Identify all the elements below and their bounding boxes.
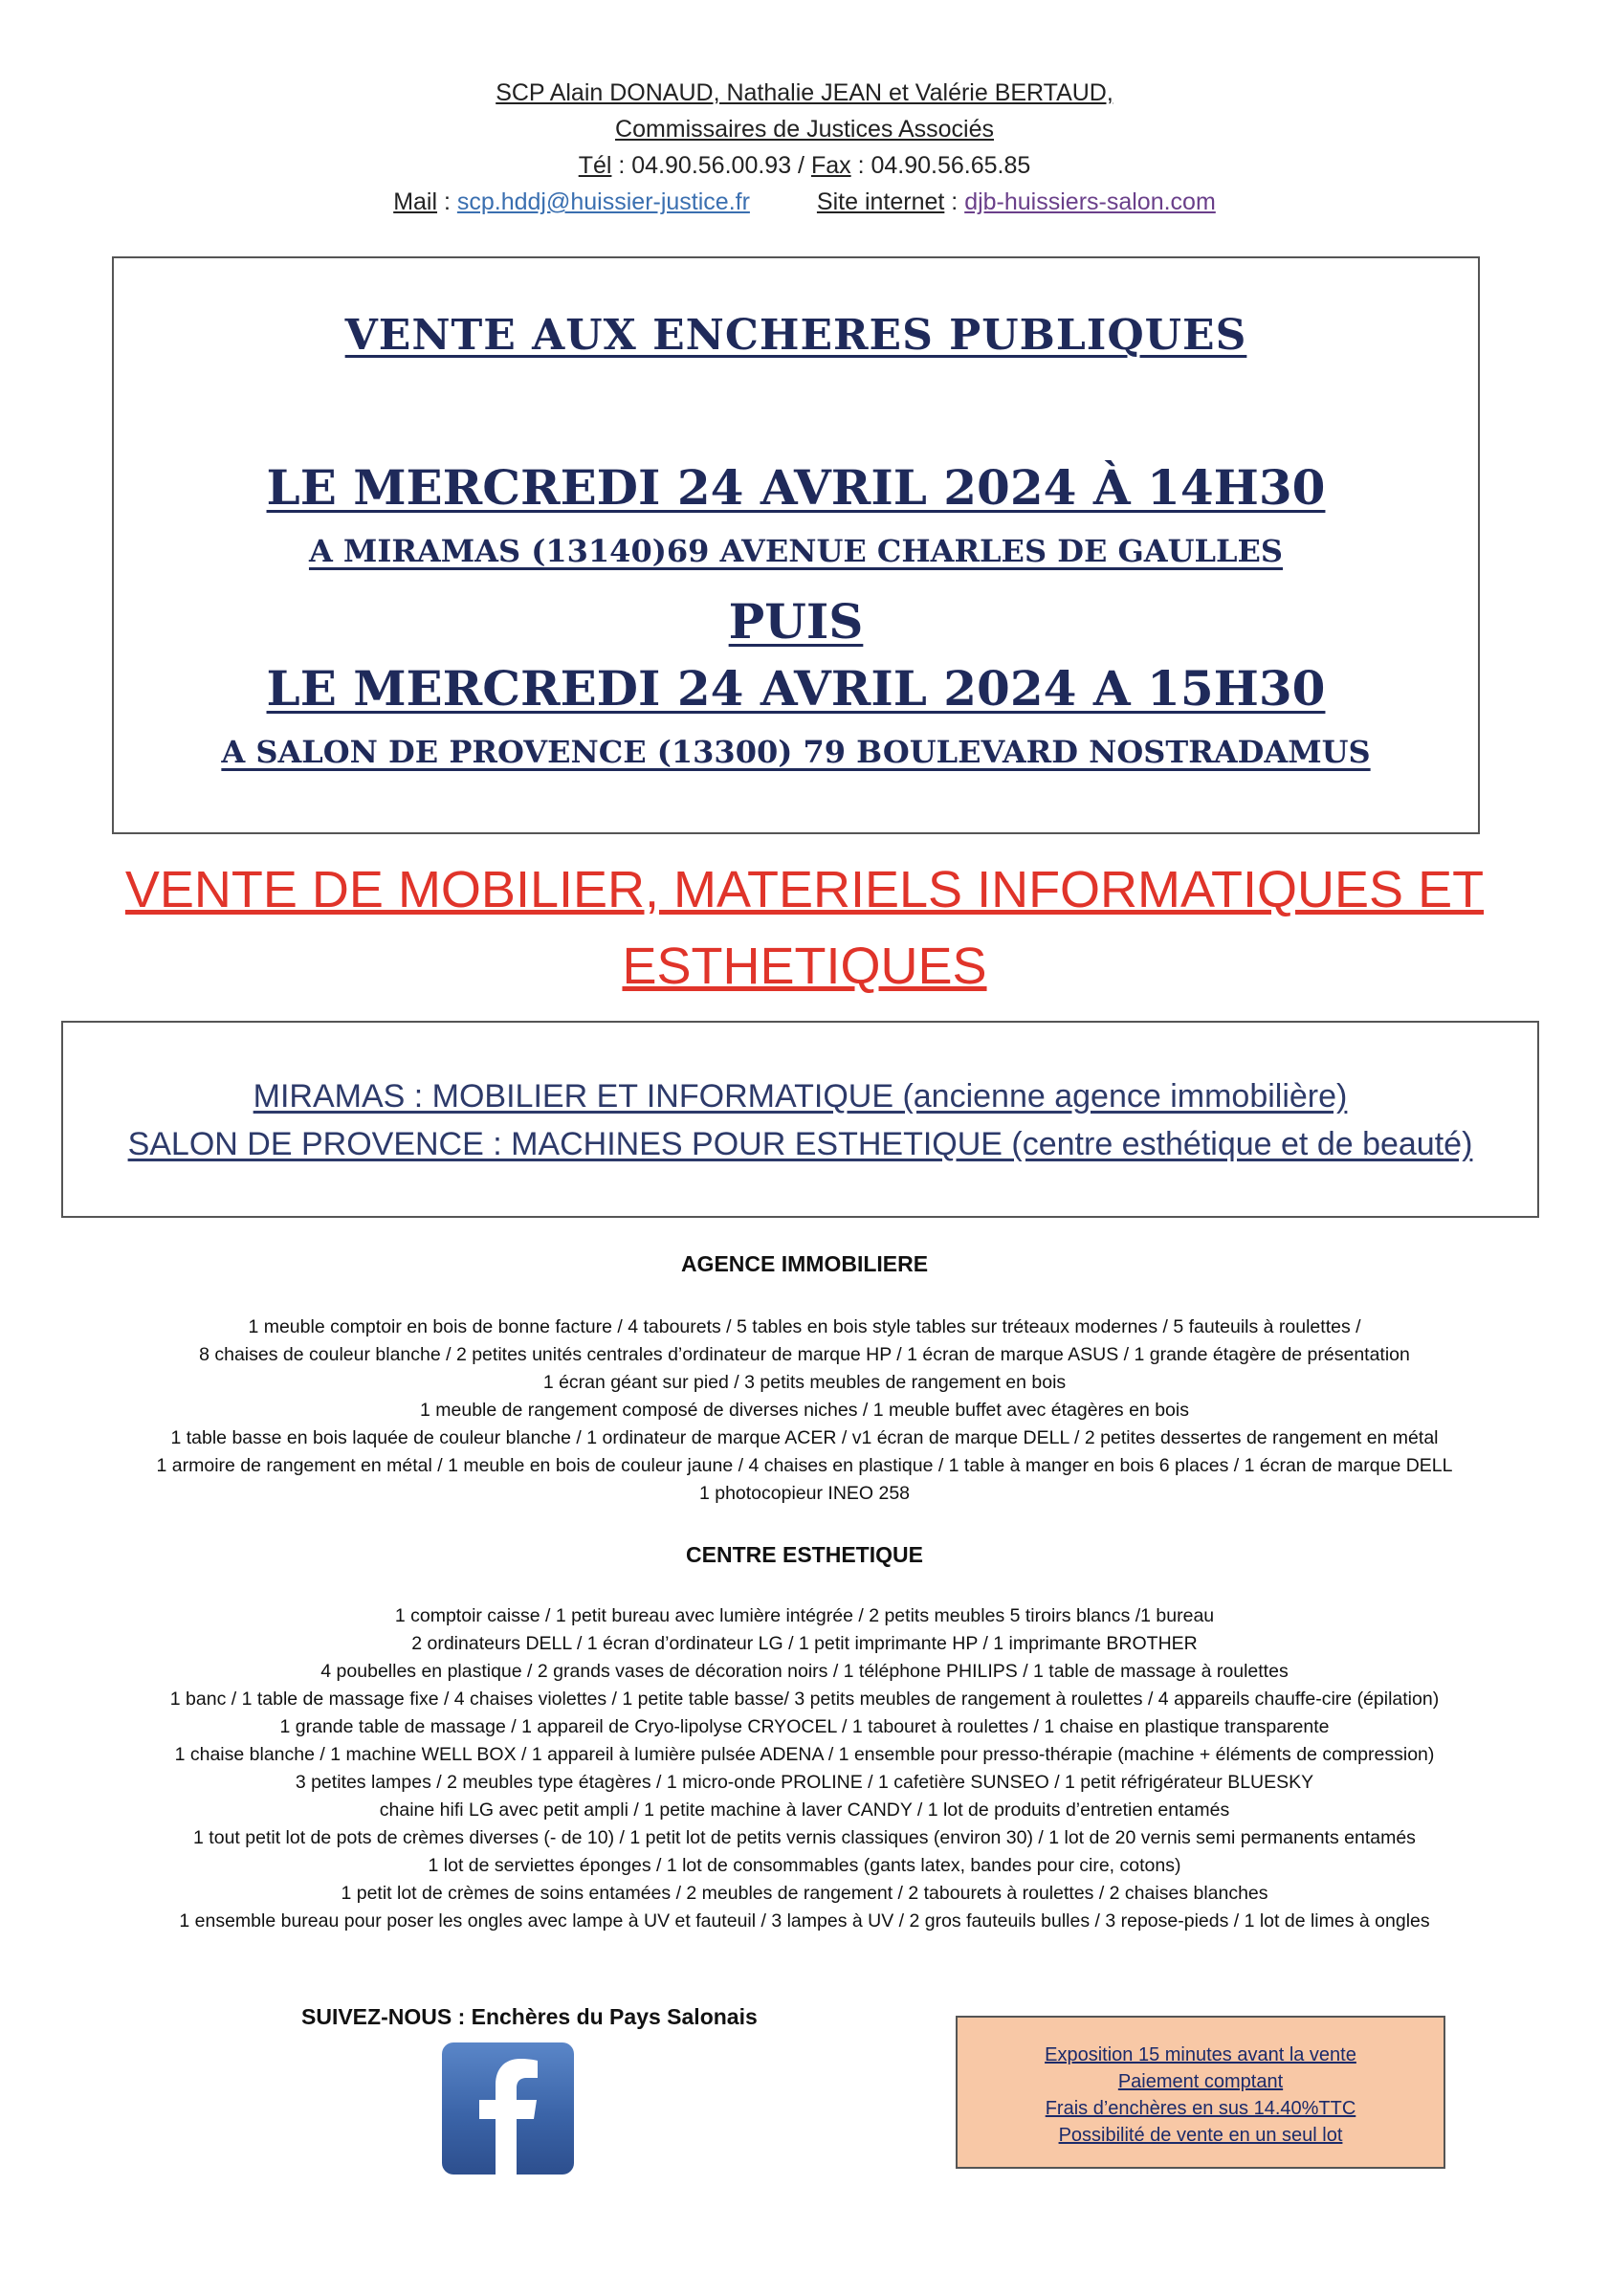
location-salon: SALON DE PROVENCE : MACHINES POUR ESTHETIQUE (centre esthétique et de beauté) bbox=[127, 1126, 1473, 1162]
section-agence-list bbox=[0, 1314, 1609, 1508]
sale-info-box bbox=[956, 2016, 1445, 2169]
auction-title: VENTE AUX ENCHERES PUBLIQUES bbox=[344, 311, 1247, 360]
location-miramas: MIRAMAS : MOBILIER ET INFORMATIQUE (ancienne agence immobilière) bbox=[253, 1078, 1348, 1115]
mail-label: Mail bbox=[393, 188, 438, 215]
fax-label: Fax bbox=[810, 152, 851, 179]
section-agence-title: AGENCE IMMOBILIERE bbox=[680, 1251, 929, 1276]
sale-headline bbox=[0, 851, 1609, 1004]
list-item: chaine hifi LG avec petit ampli / 1 petite machine à laver CANDY / 1 lot de produits d’entretien entamés bbox=[379, 1799, 1230, 1821]
firm-subtitle: Commissaires de Justices Associés bbox=[615, 116, 994, 143]
list-item: 2 ordinateurs DELL / 1 écran d’ordinateur LG / 1 petit imprimante HP / 1 imprimante BROTHER bbox=[411, 1633, 1198, 1654]
site-label: Site internet bbox=[816, 188, 945, 215]
sale-date-2: LE MERCREDI 24 AVRIL 2024 A 15H30 bbox=[266, 660, 1326, 717]
list-item: 1 petit lot de crèmes de soins entamées / 2 meubles de rangement / 2 tabourets à roulettes / 2 chaises blanches bbox=[341, 1883, 1268, 1904]
facebook-icon[interactable] bbox=[442, 2042, 574, 2175]
letterhead bbox=[0, 75, 1609, 220]
list-item: 1 meuble comptoir en bois de bonne facture / 4 tabourets / 5 tables en bois style tables sur tréteaux modernes / 5 fauteuils à roulettes / bbox=[248, 1316, 1361, 1337]
list-item: 1 photocopieur INEO 258 bbox=[698, 1483, 911, 1504]
sale-address-2: A SALON DE PROVENCE (13300) 79 BOULEVARD NOSTRADAMUS bbox=[221, 734, 1371, 770]
follow-name: Enchères du Pays Salonais bbox=[471, 2004, 758, 2029]
mail-sep: : bbox=[437, 188, 457, 215]
list-item: 3 petites lampes / 2 meubles type étagères / 1 micro-onde PROLINE / 1 cafetière SUNSEO / 1 petit réfrigérateur BLUESKY bbox=[295, 1772, 1314, 1793]
section-centre-title: CENTRE ESTHETIQUE bbox=[686, 1542, 923, 1567]
list-item: 1 armoire de rangement en métal / 1 meuble en bois de couleur jaune / 4 chaises en plastique / 1 table à manger en bois 6 places / 1 écran de marque DELL bbox=[156, 1455, 1453, 1476]
list-item: 1 grande table de massage / 1 appareil de Cryo-lipolyse CRYOCEL / 1 tabouret à roulettes / 1 chaise en plastique transparente bbox=[279, 1716, 1330, 1737]
contact-line bbox=[0, 184, 1609, 220]
list-item: 1 comptoir caisse / 1 petit bureau avec lumière intégrée / 2 petits meubles 5 tiroirs blancs /1 bureau bbox=[394, 1605, 1215, 1626]
list-item: 8 chaises de couleur blanche / 2 petites unités centrales d’ordinateur de marque HP / 1 écran de marque ASUS / 1 grande étagère de présentation bbox=[199, 1344, 1410, 1365]
follow-label: SUIVEZ-NOUS : bbox=[301, 2004, 472, 2029]
site-link[interactable]: djb-huissiers-salon.com bbox=[964, 188, 1216, 215]
list-item: 1 banc / 1 table de massage fixe / 4 chaises violettes / 1 petite table basse/ 3 petits meubles de rangement à roulettes / 4 appareils chauffe-cire (épilation) bbox=[169, 1689, 1440, 1710]
tel-label: Tél bbox=[578, 152, 612, 179]
site-sep: : bbox=[944, 188, 965, 215]
list-item: 1 chaise blanche / 1 machine WELL BOX / 1 appareil à lumière pulsée ADENA / 1 ensemble pour presso-thérapie (machine + éléments de compression) bbox=[174, 1744, 1435, 1765]
tel-number: : 04.90.56.00.93 / bbox=[611, 152, 811, 179]
mail-link[interactable]: scp.hddj@huissier-justice.fr bbox=[456, 188, 750, 215]
sale-date-1: LE MERCREDI 24 AVRIL 2024 À 14H30 bbox=[266, 459, 1326, 516]
list-item: 4 poubelles en plastique / 2 grands vases de décoration noirs / 1 téléphone PHILIPS / 1 table de massage à roulettes bbox=[320, 1661, 1289, 1682]
info-exposition: Exposition 15 minutes avant la vente bbox=[1045, 2044, 1356, 2065]
info-single-lot: Possibilité de vente en un seul lot bbox=[1058, 2125, 1343, 2146]
auction-box bbox=[112, 256, 1480, 834]
list-item: 1 meuble de rangement composé de diverses niches / 1 meuble buffet avec étagères en bois bbox=[420, 1400, 1189, 1421]
list-item: 1 table basse en bois laquée de couleur blanche / 1 ordinateur de marque ACER / v1 écran de marque DELL / 2 petites dessertes de rangement en métal bbox=[170, 1427, 1439, 1448]
headline-line-2: ESTHETIQUES bbox=[622, 938, 987, 995]
info-payment: Paiement comptant bbox=[1117, 2071, 1284, 2092]
then-label: PUIS bbox=[728, 593, 864, 650]
headline-line-1: VENTE DE MOBILIER, MATERIELS INFORMATIQUES ET bbox=[124, 861, 1485, 918]
sale-address-1: A MIRAMAS (13140)69 AVENUE CHARLES DE GAULLES bbox=[308, 533, 1284, 569]
list-item: 1 lot de serviettes éponges / 1 lot de consommables (gants latex, bandes pour cire, cotons) bbox=[428, 1855, 1181, 1876]
list-item: 1 ensemble bureau pour poser les ongles avec lampe à UV et fauteuil / 3 lampes à UV / 2 gros fauteuils bulles / 3 repose-pieds / 1 lot de limes à ongles bbox=[179, 1910, 1430, 1932]
info-fees: Frais d’enchères en sus 14.40%TTC bbox=[1045, 2098, 1356, 2119]
fax-number: : 04.90.56.65.85 bbox=[850, 152, 1031, 179]
facebook-glyph bbox=[442, 2042, 574, 2175]
list-item: 1 écran géant sur pied / 3 petits meubles de rangement en bois bbox=[542, 1372, 1067, 1393]
list-item: 1 tout petit lot de pots de crèmes diverses (- de 10) / 1 petit lot de petits vernis classiques (environ 30) / 1 lot de 20 vernis semi permanents entamés bbox=[193, 1827, 1416, 1848]
phone-line bbox=[0, 147, 1609, 184]
follow-us bbox=[301, 2004, 758, 2030]
locations-box bbox=[61, 1021, 1539, 1218]
firm-name: SCP Alain DONAUD, Nathalie JEAN et Valérie BERTAUD, bbox=[496, 79, 1113, 106]
section-centre-list bbox=[0, 1602, 1609, 1935]
